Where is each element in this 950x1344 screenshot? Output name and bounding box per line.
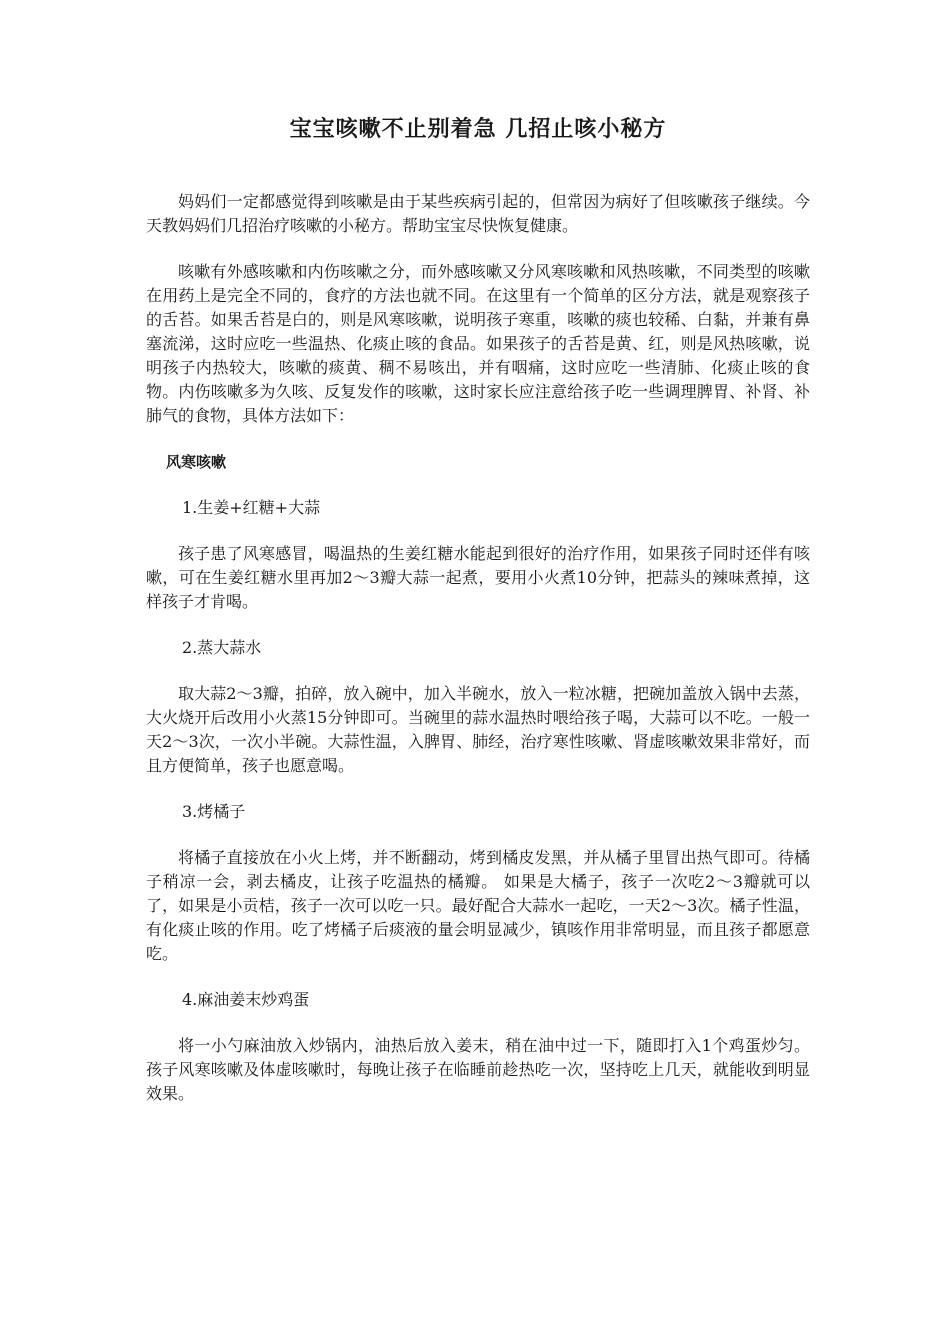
remedy-body-2: 取大蒜2～3瓣，拍碎，放入碗中，加入半碗水，放入一粒冰糖，把碗加盖放入锅中去蒸，大火烧开后改用小火蒸15分钟即可。当碗里的蒜水温热时喂给孩子喝，大蒜可以不吃。一般一天2～3次，一次小半碗。大蒜性温，入脾胃、肺经，治疗寒性咳嗽、肾虚咳嗽效果非常好，而且方便简单，孩子也愿意喝。 xyxy=(146,684,810,775)
remedy-heading-4: 4.麻油姜末炒鸡蛋 xyxy=(182,990,310,1009)
intro-paragraph: 妈妈们一定都感觉得到咳嗽是由于某些疾病引起的，但常因为病好了但咳嗽孩子继续。今天教妈妈们几招治疗咳嗽的小秘方。帮助宝宝尽快恢复健康。 xyxy=(146,192,810,235)
remedy-heading-2: 2.蒸大蒜水 xyxy=(182,638,262,657)
remedy-body-4: 将一小勺麻油放入炒锅内，油热后放入姜末，稍在油中过一下，随即打入1个鸡蛋炒匀。孩子风寒咳嗽及体虚咳嗽时，每晚让孩子在临睡前趁热吃一次，坚持吃上几天，就能收到明显效果。 xyxy=(146,1036,810,1103)
section-heading: 风寒咳嗽 xyxy=(166,453,227,471)
document-title: 宝宝咳嗽不止别着急 几招止咳小秘方 xyxy=(289,117,667,142)
remedy-heading-1: 1.生姜+红糖+大蒜 xyxy=(182,498,321,517)
remedy-body-1: 孩子患了风寒感冒，喝温热的生姜红糖水能起到很好的治疗作用，如果孩子同时还伴有咳嗽，可在生姜红糖水里再加2～3瓣大蒜一起煮，要用小火煮10分钟，把蒜头的辣味煮掉，这样孩子才肯喝。 xyxy=(146,544,810,611)
remedy-body-3: 将橘子直接放在小火上烤，并不断翻动，烤到橘皮发黑，并从橘子里冒出热气即可。待橘子稍凉一会，剥去橘皮，让孩子吃温热的橘瓣。 如果是大橘子，孩子一次吃2～3瓣就可以了，如果是小贡桔，孩子一次可以吃一只。最好配合大蒜水一起吃，一天2～3次。橘子性温，有化痰止咳的作用。吃了烤橘子后痰液的量会明显减少，镇咳作用非常明显，而且孩子都愿意吃。 xyxy=(146,848,810,963)
document-page xyxy=(146,112,810,1128)
remedy-heading-3: 3.烤橘子 xyxy=(182,802,246,821)
overview-paragraph: 咳嗽有外感咳嗽和内伤咳嗽之分，而外感咳嗽又分风寒咳嗽和风热咳嗽，不同类型的咳嗽在用药上是完全不同的，食疗的方法也就不同。在这里有一个简单的区分方法，就是观察孩子的舌苔。如果舌苔是白的，则是风寒咳嗽，说明孩子寒重，咳嗽的痰也较稀、白黏，并兼有鼻塞流涕，这时应吃一些温热、化痰止咳的食品。如果孩子的舌苔是黄、红，则是风热咳嗽，说明孩子内热较大，咳嗽的痰黄、稠不易咳出，并有咽痛，这时应吃一些清肺、化痰止咳的食物。内伤咳嗽多为久咳、反复发作的咳嗽，这时家长应注意给孩子吃一些调理脾胃、补肾、补肺气的食物，具体方法如下： xyxy=(146,262,810,425)
